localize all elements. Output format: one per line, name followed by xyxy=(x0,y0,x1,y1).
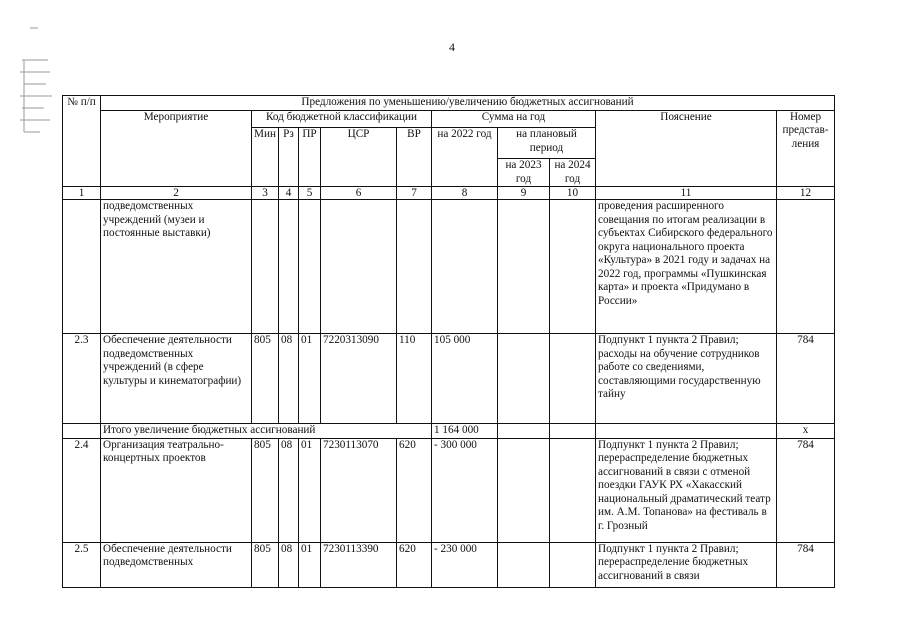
table-row xyxy=(63,334,835,424)
row-explanation: Подпункт 1 пункта 2 Правил; расходы на обучение сотрудников работе со сведениями, составляющими государственную тайну xyxy=(596,334,777,424)
row-vr: 620 xyxy=(397,438,432,542)
row-pr xyxy=(299,200,321,334)
scan-margin-noise xyxy=(0,20,55,150)
row-vr: 620 xyxy=(397,542,432,587)
total-num xyxy=(63,424,101,439)
row-measure: Обеспечение деятельности подведомственных учреждений (в сфере культуры и кинематографии) xyxy=(101,334,252,424)
column-number: 4 xyxy=(279,187,299,200)
row-y2023 xyxy=(498,200,550,334)
table-row xyxy=(63,542,835,587)
header-y2024: на 2024 год xyxy=(550,159,596,187)
row-pr: 01 xyxy=(299,334,321,424)
total-y2024 xyxy=(550,424,596,439)
row-pr: 01 xyxy=(299,438,321,542)
column-number: 11 xyxy=(596,187,777,200)
header-csr: ЦСР xyxy=(321,128,397,187)
header-vr: ВР xyxy=(397,128,432,187)
row-csr: 7220313090 xyxy=(321,334,397,424)
total-y2023 xyxy=(498,424,550,439)
header-y2023: на 2023 год xyxy=(498,159,550,187)
row-num: 2.5 xyxy=(63,542,101,587)
row-submission: 784 xyxy=(777,438,835,542)
row-y2023 xyxy=(498,542,550,587)
row-measure: Организация театрально-концертных проектов xyxy=(101,438,252,542)
total-label: Итого увеличение бюджетных ассигнований xyxy=(101,424,432,439)
row-y2023 xyxy=(498,438,550,542)
row-min: 805 xyxy=(252,438,279,542)
row-csr: 7230113390 xyxy=(321,542,397,587)
column-number-row xyxy=(63,187,835,200)
row-explanation: Подпункт 1 пункта 2 Правил; перераспределение бюджетных ассигнований в связи с отменой поездки ГАУК РХ «Хакасский национальный драматический театр им. А.М. Топанова» на фестиваль в г. Грозный xyxy=(596,438,777,542)
row-csr: 7230113070 xyxy=(321,438,397,542)
total-y2022: 1 164 000 xyxy=(432,424,498,439)
row-pr: 01 xyxy=(299,542,321,587)
header-rz: Рз xyxy=(279,128,299,187)
column-number: 3 xyxy=(252,187,279,200)
row-num: 2.4 xyxy=(63,438,101,542)
row-y2024 xyxy=(550,200,596,334)
row-y2024 xyxy=(550,438,596,542)
row-rz: 08 xyxy=(279,438,299,542)
row-vr xyxy=(397,200,432,334)
column-number: 12 xyxy=(777,187,835,200)
header-proposals: Предложения по уменьшению/увеличению бюджетных ассигнований xyxy=(101,96,835,111)
row-submission: 784 xyxy=(777,542,835,587)
row-min xyxy=(252,200,279,334)
header-col-num: № п/п xyxy=(63,96,101,187)
column-number: 8 xyxy=(432,187,498,200)
row-y2024 xyxy=(550,542,596,587)
header-row-2 xyxy=(63,110,835,128)
row-explanation: проведения расширенного совещания по итогам реализации в субъектах Сибирского федерального округа национального проекта «Культура» в 2021 году и задачах на 2022 год, программы «Пушкинская карта» и проекта «Придумано в России» xyxy=(596,200,777,334)
row-rz: 08 xyxy=(279,334,299,424)
page-number: 4 xyxy=(449,40,455,54)
header-row-1 xyxy=(63,96,835,111)
row-min: 805 xyxy=(252,542,279,587)
header-explanation: Пояснение xyxy=(596,110,777,187)
header-planned-period: на плановый период xyxy=(498,128,596,159)
row-y2023 xyxy=(498,334,550,424)
total-row xyxy=(63,424,835,439)
row-submission xyxy=(777,200,835,334)
row-submission: 784 xyxy=(777,334,835,424)
header-min: Мин xyxy=(252,128,279,187)
row-vr: 110 xyxy=(397,334,432,424)
table-row xyxy=(63,438,835,542)
row-y2022: - 230 000 xyxy=(432,542,498,587)
table-row xyxy=(63,200,835,334)
header-budget-code: Код бюджетной классификации xyxy=(252,110,432,128)
row-y2022: 105 000 xyxy=(432,334,498,424)
total-explanation xyxy=(596,424,777,439)
row-y2024 xyxy=(550,334,596,424)
row-y2022 xyxy=(432,200,498,334)
header-y2022: на 2022 год xyxy=(432,128,498,187)
row-y2022: - 300 000 xyxy=(432,438,498,542)
row-csr xyxy=(321,200,397,334)
row-measure: подведомственных учреждений (музеи и постоянные выставки) xyxy=(101,200,252,334)
column-number: 9 xyxy=(498,187,550,200)
header-sum-year: Сумма на год xyxy=(432,110,596,128)
header-measure: Мероприятие xyxy=(101,110,252,187)
column-number: 2 xyxy=(101,187,252,200)
row-rz xyxy=(279,200,299,334)
row-rz: 08 xyxy=(279,542,299,587)
total-submission: x xyxy=(777,424,835,439)
row-num: 2.3 xyxy=(63,334,101,424)
row-measure: Обеспечение деятельности подведомственных xyxy=(101,542,252,587)
header-submission-number: Номер представ-ления xyxy=(777,110,835,187)
row-min: 805 xyxy=(252,334,279,424)
row-explanation: Подпункт 1 пункта 2 Правил; перераспределение бюджетных ассигнований в связи xyxy=(596,542,777,587)
column-number: 1 xyxy=(63,187,101,200)
column-number: 5 xyxy=(299,187,321,200)
budget-table xyxy=(62,95,835,588)
header-pr: ПР xyxy=(299,128,321,187)
column-number: 10 xyxy=(550,187,596,200)
column-number: 7 xyxy=(397,187,432,200)
row-num xyxy=(63,200,101,334)
column-number: 6 xyxy=(321,187,397,200)
